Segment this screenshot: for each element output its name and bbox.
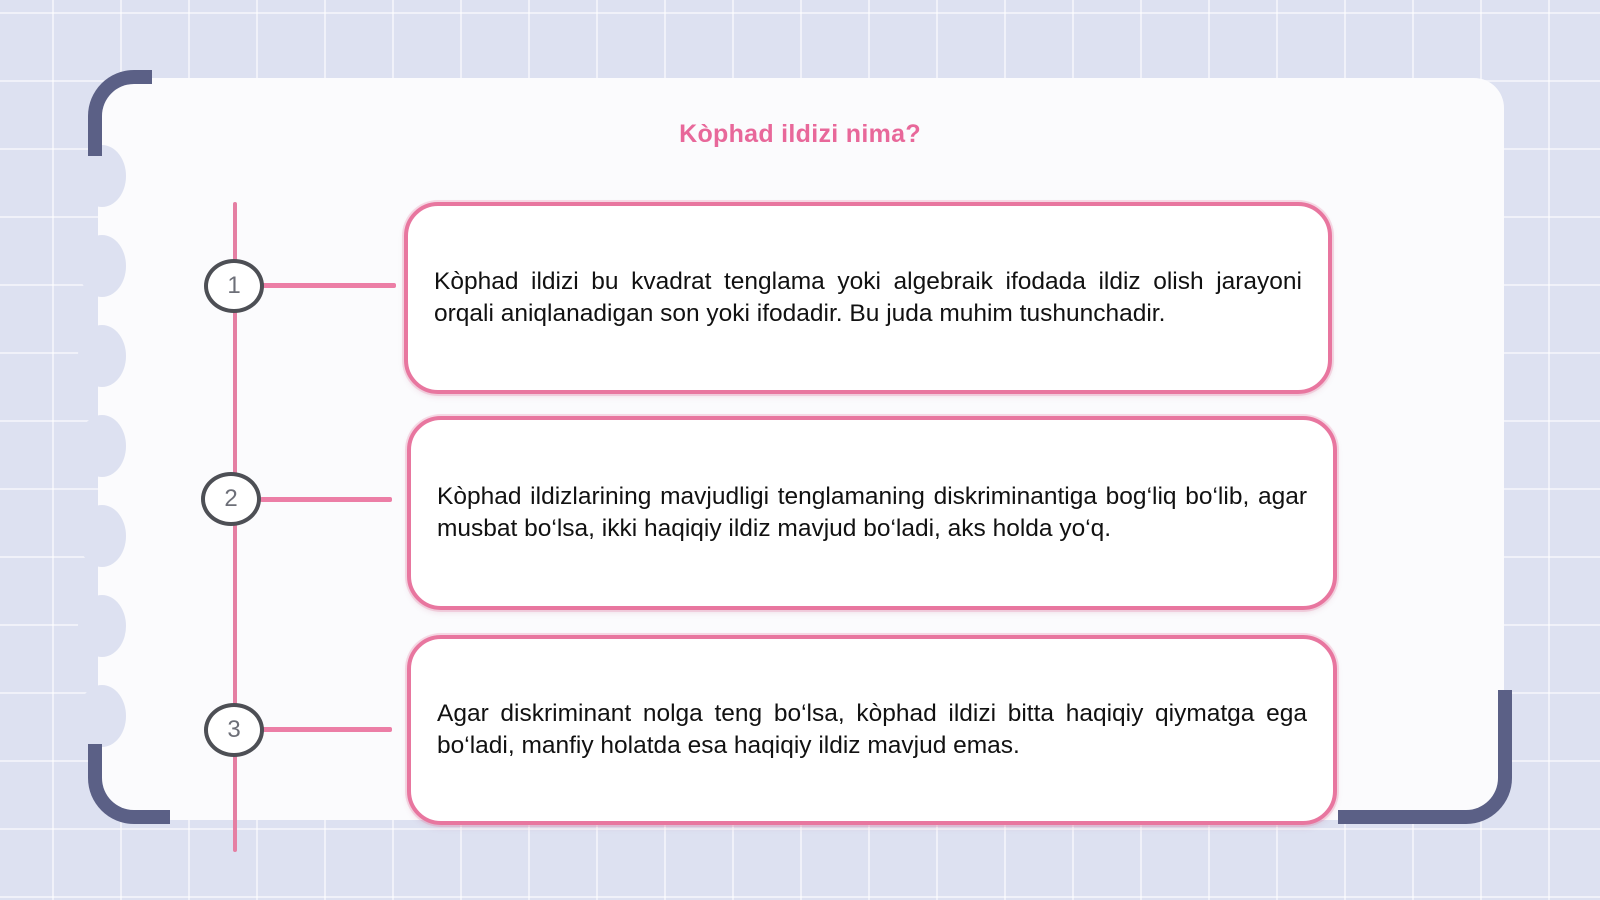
slide-title: Kòphad ildizi nima? [679, 120, 921, 148]
step-text: Agar diskriminant nolga teng bo‘lsa, kòphad ildizi bitta haqiqiy qiymatga ega bo‘ladi, manfiy holatda esa haqiqiy ildiz mavjud emas. [437, 700, 1307, 759]
step-connector [262, 283, 396, 288]
paper-scallop [78, 685, 126, 747]
step-number-badge: 3 [204, 703, 264, 757]
step-card-2 [407, 416, 1337, 610]
step-connector [260, 497, 392, 502]
step-connector [262, 727, 392, 732]
paper-scallop [78, 505, 126, 567]
paper-scallop [78, 235, 126, 297]
paper-scallop [78, 325, 126, 387]
step-text: Kòphad ildizi bu kvadrat tenglama yoki algebraik ifodada ildiz olish jarayoni orqali aniqlanadigan son yoki ifodadir. Bu juda muhim tushunchadir. [434, 268, 1302, 327]
frame-corner-bottom-right [1338, 690, 1512, 824]
step-card-1 [404, 202, 1332, 394]
step-number-badge: 2 [201, 472, 261, 526]
step-card-3 [407, 635, 1337, 825]
paper-scallop [78, 595, 126, 657]
step-number-badge: 1 [204, 259, 264, 313]
frame-corner-bottom-left [88, 744, 170, 824]
step-text: Kòphad ildizlarining mavjudligi tenglamaning diskriminantiga bog‘liq bo‘lib, agar musbat bo‘lsa, ikki haqiqiy ildiz mavjud bo‘ladi, aks holda yo‘q. [437, 483, 1307, 542]
paper-scallop [78, 415, 126, 477]
